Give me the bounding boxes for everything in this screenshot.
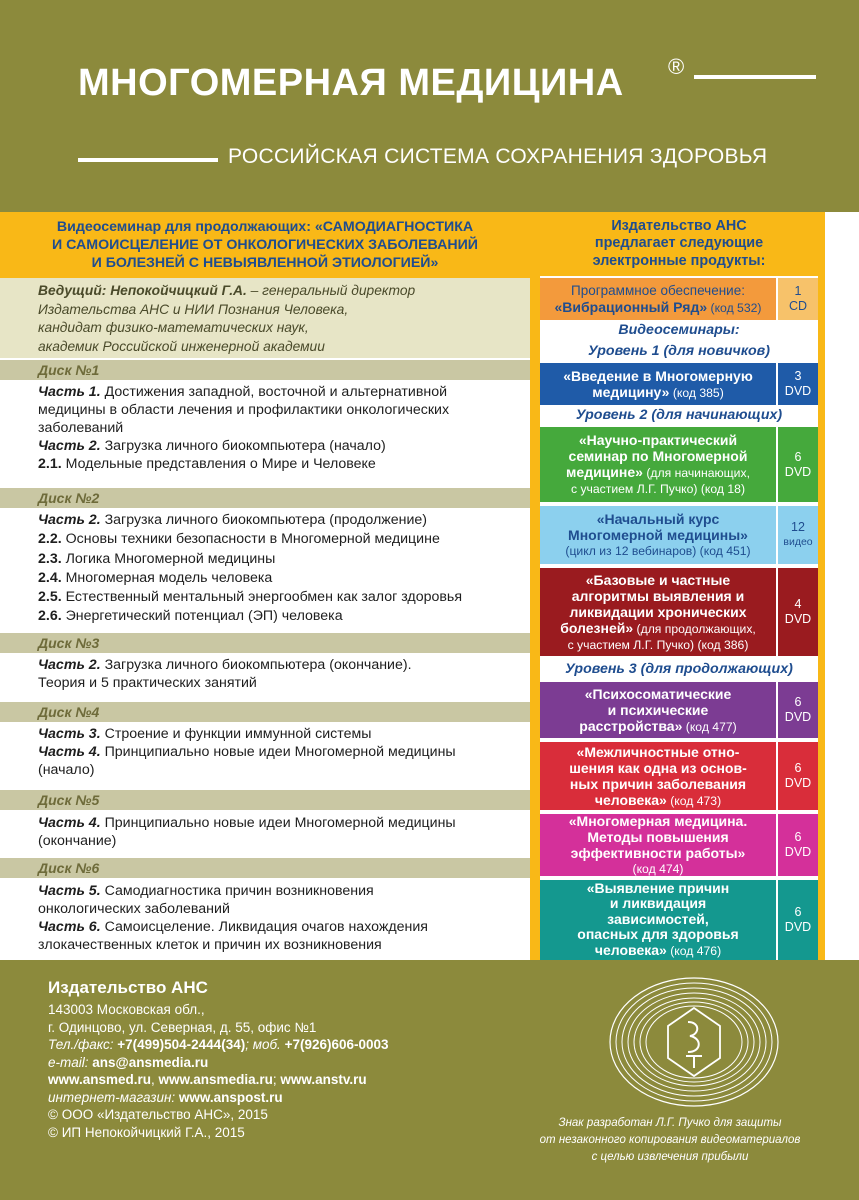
section-key: 2.2. bbox=[38, 531, 62, 548]
publisher-name: Издательство АНС bbox=[48, 978, 208, 997]
part-key: Часть 5. bbox=[38, 883, 101, 899]
disc5-content bbox=[38, 814, 530, 850]
product-title-line: шения как одна из основ- bbox=[569, 759, 747, 776]
product-item[interactable] bbox=[540, 506, 818, 564]
disc-header bbox=[0, 488, 530, 508]
product-text bbox=[540, 427, 776, 502]
product-text bbox=[540, 880, 776, 960]
product-title-line: зависимостей, bbox=[607, 910, 709, 927]
software-product[interactable] bbox=[540, 278, 818, 320]
disc-label: Диск №4 bbox=[38, 704, 100, 720]
shop-link[interactable]: www.anspost.ru bbox=[178, 1089, 283, 1105]
part-text: заболеваний bbox=[38, 420, 124, 436]
section-key: 2.6. bbox=[38, 608, 62, 625]
disc-header bbox=[0, 702, 530, 722]
disc2-content bbox=[38, 511, 530, 627]
videoseminars-label: Видеосеминары: bbox=[618, 322, 740, 338]
count-value: 3 bbox=[794, 369, 802, 383]
count-unit: DVD bbox=[784, 464, 812, 479]
brand-subtitle: РОССИЙСКАЯ СИСТЕМА СОХРАНЕНИЯ ЗДОРОВЬЯ bbox=[228, 145, 768, 168]
mob-label: ; моб. bbox=[245, 1037, 285, 1052]
level-label: Уровень 2 (для начинающих) bbox=[575, 407, 783, 423]
product-text bbox=[540, 814, 776, 876]
disc1-content bbox=[38, 383, 530, 473]
part-text: (окончание) bbox=[38, 833, 117, 849]
product-title-line: и психические bbox=[607, 701, 709, 718]
website-link[interactable]: www.ansmedia.ru bbox=[158, 1072, 273, 1087]
part-text: Принципиально новые идеи Многомерной медицины bbox=[100, 744, 456, 760]
products-border-left bbox=[530, 212, 540, 960]
product-text bbox=[540, 568, 776, 656]
seal-caption-line: с целью извлечения прибыли bbox=[591, 1151, 749, 1163]
software-name: «Вибрационный Ряд» bbox=[554, 298, 708, 315]
disc-header bbox=[0, 633, 530, 653]
part-text: Загрузка личного биокомпьютера (начало) bbox=[100, 438, 386, 454]
section-key: 2.5. bbox=[38, 589, 62, 606]
product-title-line: алгоритмы выявления и bbox=[571, 587, 745, 604]
product-title-line: ных причин заболевания bbox=[569, 775, 747, 792]
registered-mark: ® bbox=[668, 54, 685, 79]
product-title-line: опасных для здоровья bbox=[577, 926, 739, 943]
website-link[interactable]: www.anstv.ru bbox=[280, 1072, 367, 1087]
disc6-content bbox=[38, 882, 530, 954]
product-count bbox=[778, 568, 818, 656]
product-title-line: семинар по Многомерной bbox=[568, 448, 748, 464]
count-unit: DVD bbox=[784, 612, 812, 626]
product-item[interactable] bbox=[540, 363, 818, 405]
product-count bbox=[778, 427, 818, 502]
count-unit: DVD bbox=[784, 776, 812, 790]
disc-header bbox=[0, 858, 530, 878]
disc-header bbox=[0, 790, 530, 810]
section-text: Энергетический потенциал (ЭП) человека bbox=[61, 608, 343, 625]
disc-header bbox=[0, 360, 530, 380]
level-label: Уровень 1 (для новичков) bbox=[588, 343, 770, 359]
product-text bbox=[540, 742, 776, 810]
product-code: с участием Л.Г. Пучко) (код 18) bbox=[570, 482, 746, 496]
count-unit: DVD bbox=[784, 710, 812, 724]
part-key: Часть 3. bbox=[38, 726, 101, 742]
product-note: (для начинающих, bbox=[642, 466, 750, 480]
product-code: с участием Л.Г. Пучко) (код 386) bbox=[567, 637, 749, 652]
seminar-title-line3: И БОЛЕЗНЕЙ С НЕВЫЯВЛЕННОЙ ЭТИОЛОГИЕЙ» bbox=[91, 255, 439, 271]
part-text: Самодиагностика причин возникновения bbox=[100, 883, 374, 899]
part-text: злокачественных клеток и причин их возникновения bbox=[38, 937, 382, 953]
part-key: Часть 2. bbox=[38, 512, 101, 528]
level-label: Уровень 3 (для продолжающих) bbox=[565, 661, 793, 677]
count-value: 4 bbox=[794, 597, 802, 611]
header-rule-left bbox=[78, 158, 218, 162]
section-text: Логика Многомерной медицины bbox=[61, 550, 276, 567]
product-count bbox=[778, 363, 818, 405]
product-title-line: «Введение в Многомерную bbox=[563, 367, 753, 384]
product-count bbox=[778, 506, 818, 564]
section-key: 2.4. bbox=[38, 569, 62, 586]
product-title-line: ликвидации хронических bbox=[569, 603, 747, 620]
count-unit: DVD bbox=[784, 920, 812, 934]
disc-label: Диск №5 bbox=[38, 792, 100, 808]
disc-label: Диск №1 bbox=[38, 362, 100, 378]
product-title-line: человека» bbox=[594, 941, 667, 958]
software-count bbox=[778, 278, 818, 320]
product-title-line: расстройства» bbox=[579, 717, 683, 734]
product-count bbox=[778, 814, 818, 876]
header-band bbox=[0, 0, 859, 212]
product-code: (код 474) bbox=[632, 862, 684, 876]
section-text: Модельные представления о Мире и Человеке bbox=[61, 456, 376, 472]
software-text bbox=[540, 278, 776, 320]
seminar-title-line2: И САМОИСЦЕЛЕНИЕ ОТ ОНКОЛОГИЧЕСКИХ ЗАБОЛЕВАНИЙ bbox=[52, 237, 478, 253]
section-text: Основы техники безопасности в Многомерной медицине bbox=[61, 531, 440, 548]
part-text: Строение и функции иммунной системы bbox=[100, 726, 372, 742]
part-text: Самоисцеление. Ликвидация очагов нахождения bbox=[100, 919, 428, 935]
tel-label: Тел./факс: bbox=[48, 1037, 118, 1052]
product-item[interactable] bbox=[540, 682, 818, 738]
email-link[interactable]: ans@ansmedia.ru bbox=[92, 1054, 209, 1070]
address-line: г. Одинцово, ул. Северная, д. 55, офис №1 bbox=[48, 1019, 317, 1035]
section-text: Естественный ментальный энергообмен как залог здоровья bbox=[61, 589, 462, 606]
seal-caption-line: Знак разработан Л.Г. Пучко для защиты bbox=[558, 1117, 782, 1129]
seal-caption-line: от незаконного копирования видеоматериалов bbox=[539, 1134, 801, 1146]
product-text bbox=[540, 506, 776, 564]
product-text bbox=[540, 363, 776, 405]
software-label: Программное обеспечение: bbox=[571, 282, 745, 298]
header-rule-right bbox=[694, 75, 816, 79]
disc-label: Диск №6 bbox=[38, 860, 100, 876]
leader-line2: Издательства АНС и НИИ Познания Человека, bbox=[38, 301, 349, 317]
section-key: 2.3. bbox=[38, 550, 62, 567]
product-title-line: «Межличностные отно- bbox=[576, 743, 740, 760]
section-key: 2.1. bbox=[38, 456, 62, 472]
count-unit: видео bbox=[783, 536, 813, 548]
count-value: 6 bbox=[794, 449, 802, 464]
part-text: Теория и 5 практических занятий bbox=[38, 675, 257, 691]
product-note: (для продолжающих, bbox=[633, 621, 756, 636]
products-header bbox=[540, 212, 818, 276]
address-line: 143003 Московская обл., bbox=[48, 1002, 205, 1017]
part-text: медицины в области лечения и профилактики онкологических bbox=[38, 402, 450, 418]
product-title-line: медицине» bbox=[566, 464, 643, 480]
publisher-contacts bbox=[48, 1001, 528, 1141]
product-code: (код 477) bbox=[682, 719, 737, 734]
product-title-line: Методы повышения bbox=[587, 829, 729, 845]
seminar-title-line1: Видеосеминар для продолжающих: «САМОДИАГНОСТИКА bbox=[56, 219, 474, 235]
product-title-line: «Психосоматические bbox=[584, 685, 732, 702]
part-text: (начало) bbox=[38, 762, 95, 778]
product-title-line: медицину» bbox=[592, 383, 670, 400]
disc3-content bbox=[38, 656, 530, 692]
part-key: Часть 4. bbox=[38, 744, 101, 760]
seal-caption bbox=[505, 1115, 835, 1166]
part-text: онкологических заболеваний bbox=[38, 901, 230, 917]
count-value: 6 bbox=[794, 761, 802, 775]
part-key: Часть 6. bbox=[38, 919, 101, 935]
copyright-line: © ООО «Издательство АНС», 2015 bbox=[48, 1107, 268, 1122]
product-count bbox=[778, 742, 818, 810]
product-code: (код 385) bbox=[669, 385, 724, 400]
part-text: Загрузка личного биокомпьютера (продолжение) bbox=[100, 512, 427, 528]
products-border-right bbox=[818, 212, 825, 960]
separator: ; bbox=[272, 1072, 281, 1087]
section-text: Многомерная модель человека bbox=[61, 569, 273, 586]
leader-line3: кандидат физико-математических наук, bbox=[38, 320, 309, 335]
part-text: Загрузка личного биокомпьютера (окончание). bbox=[100, 657, 412, 673]
leader-info bbox=[38, 282, 528, 356]
part-key: Часть 4. bbox=[38, 815, 101, 831]
product-item[interactable] bbox=[540, 742, 818, 810]
disc-label: Диск №2 bbox=[38, 490, 100, 506]
software-code: (код 532) bbox=[707, 300, 762, 315]
product-title-line: «Научно-практический bbox=[578, 432, 738, 448]
count-value: 6 bbox=[794, 905, 802, 919]
brand-title: МНОГОМЕРНАЯ МЕДИЦИНА bbox=[78, 62, 624, 104]
product-item[interactable] bbox=[540, 814, 818, 876]
product-count bbox=[778, 682, 818, 738]
product-text bbox=[540, 682, 776, 738]
count-unit: DVD bbox=[784, 384, 812, 398]
product-item[interactable] bbox=[540, 880, 818, 960]
protection-seal-icon bbox=[608, 976, 780, 1108]
copyright-line: © ИП Непокойчицкий Г.А., 2015 bbox=[48, 1124, 245, 1140]
part-text: Принципиально новые идеи Многомерной медицины bbox=[100, 815, 456, 831]
part-key: Часть 2. bbox=[38, 438, 101, 454]
leader-label: Ведущий: Непокойчицкий Г.А. bbox=[38, 283, 247, 298]
part-text: Достижения западной, восточной и альтернативной bbox=[100, 384, 448, 400]
product-count bbox=[778, 880, 818, 960]
part-key: Часть 2. bbox=[38, 657, 101, 673]
count-unit: DVD bbox=[784, 845, 812, 859]
products-header-line2: предлагает следующие bbox=[594, 235, 764, 252]
product-title-line: эффективности работы» bbox=[570, 845, 746, 861]
count-value: 12 bbox=[791, 520, 805, 534]
product-code: (цикл из 12 вебинаров) (код 451) bbox=[565, 544, 751, 558]
email-label: e-mail: bbox=[48, 1054, 93, 1070]
count-value: 6 bbox=[794, 830, 802, 844]
leader-line4: академик Российской инженерной академии bbox=[38, 338, 325, 354]
disc-label: Диск №3 bbox=[38, 635, 100, 651]
count-value: 6 bbox=[794, 695, 802, 709]
part-key: Часть 1. bbox=[38, 384, 101, 400]
product-title-line: человека» bbox=[594, 791, 667, 808]
product-title-line: Многомерной медицины» bbox=[568, 527, 748, 543]
product-title-line: болезней» bbox=[560, 619, 634, 636]
separator: , bbox=[151, 1072, 159, 1087]
products-header-line3: электронные продукты: bbox=[592, 252, 766, 269]
mob-value[interactable]: +7(926)606-0003 bbox=[284, 1037, 389, 1052]
product-code: (код 473) bbox=[666, 793, 722, 808]
products-header-line1: Издательство АНС bbox=[611, 217, 747, 234]
website-link[interactable]: www.ansmed.ru bbox=[48, 1072, 152, 1087]
product-title-line: «Базовые и частные bbox=[585, 571, 731, 588]
product-code: (код 476) bbox=[666, 943, 722, 958]
product-item[interactable] bbox=[540, 427, 818, 502]
seminar-title bbox=[0, 212, 530, 278]
product-item[interactable] bbox=[540, 568, 818, 656]
disc4-content bbox=[38, 725, 530, 779]
tel-value[interactable]: +7(499)504-2444(34) bbox=[117, 1037, 246, 1052]
leader-line1: – генеральный директор bbox=[246, 283, 416, 298]
product-title-line: «Многомерная медицина. bbox=[568, 813, 748, 829]
count-value: 1 bbox=[794, 284, 802, 298]
count-unit: CD bbox=[788, 299, 808, 313]
product-title-line: и ликвидация bbox=[609, 895, 707, 912]
product-title-line: «Выявление причин bbox=[586, 879, 730, 896]
shop-label: интернет-магазин: bbox=[48, 1089, 179, 1105]
product-title-line: «Начальный курс bbox=[596, 511, 720, 527]
